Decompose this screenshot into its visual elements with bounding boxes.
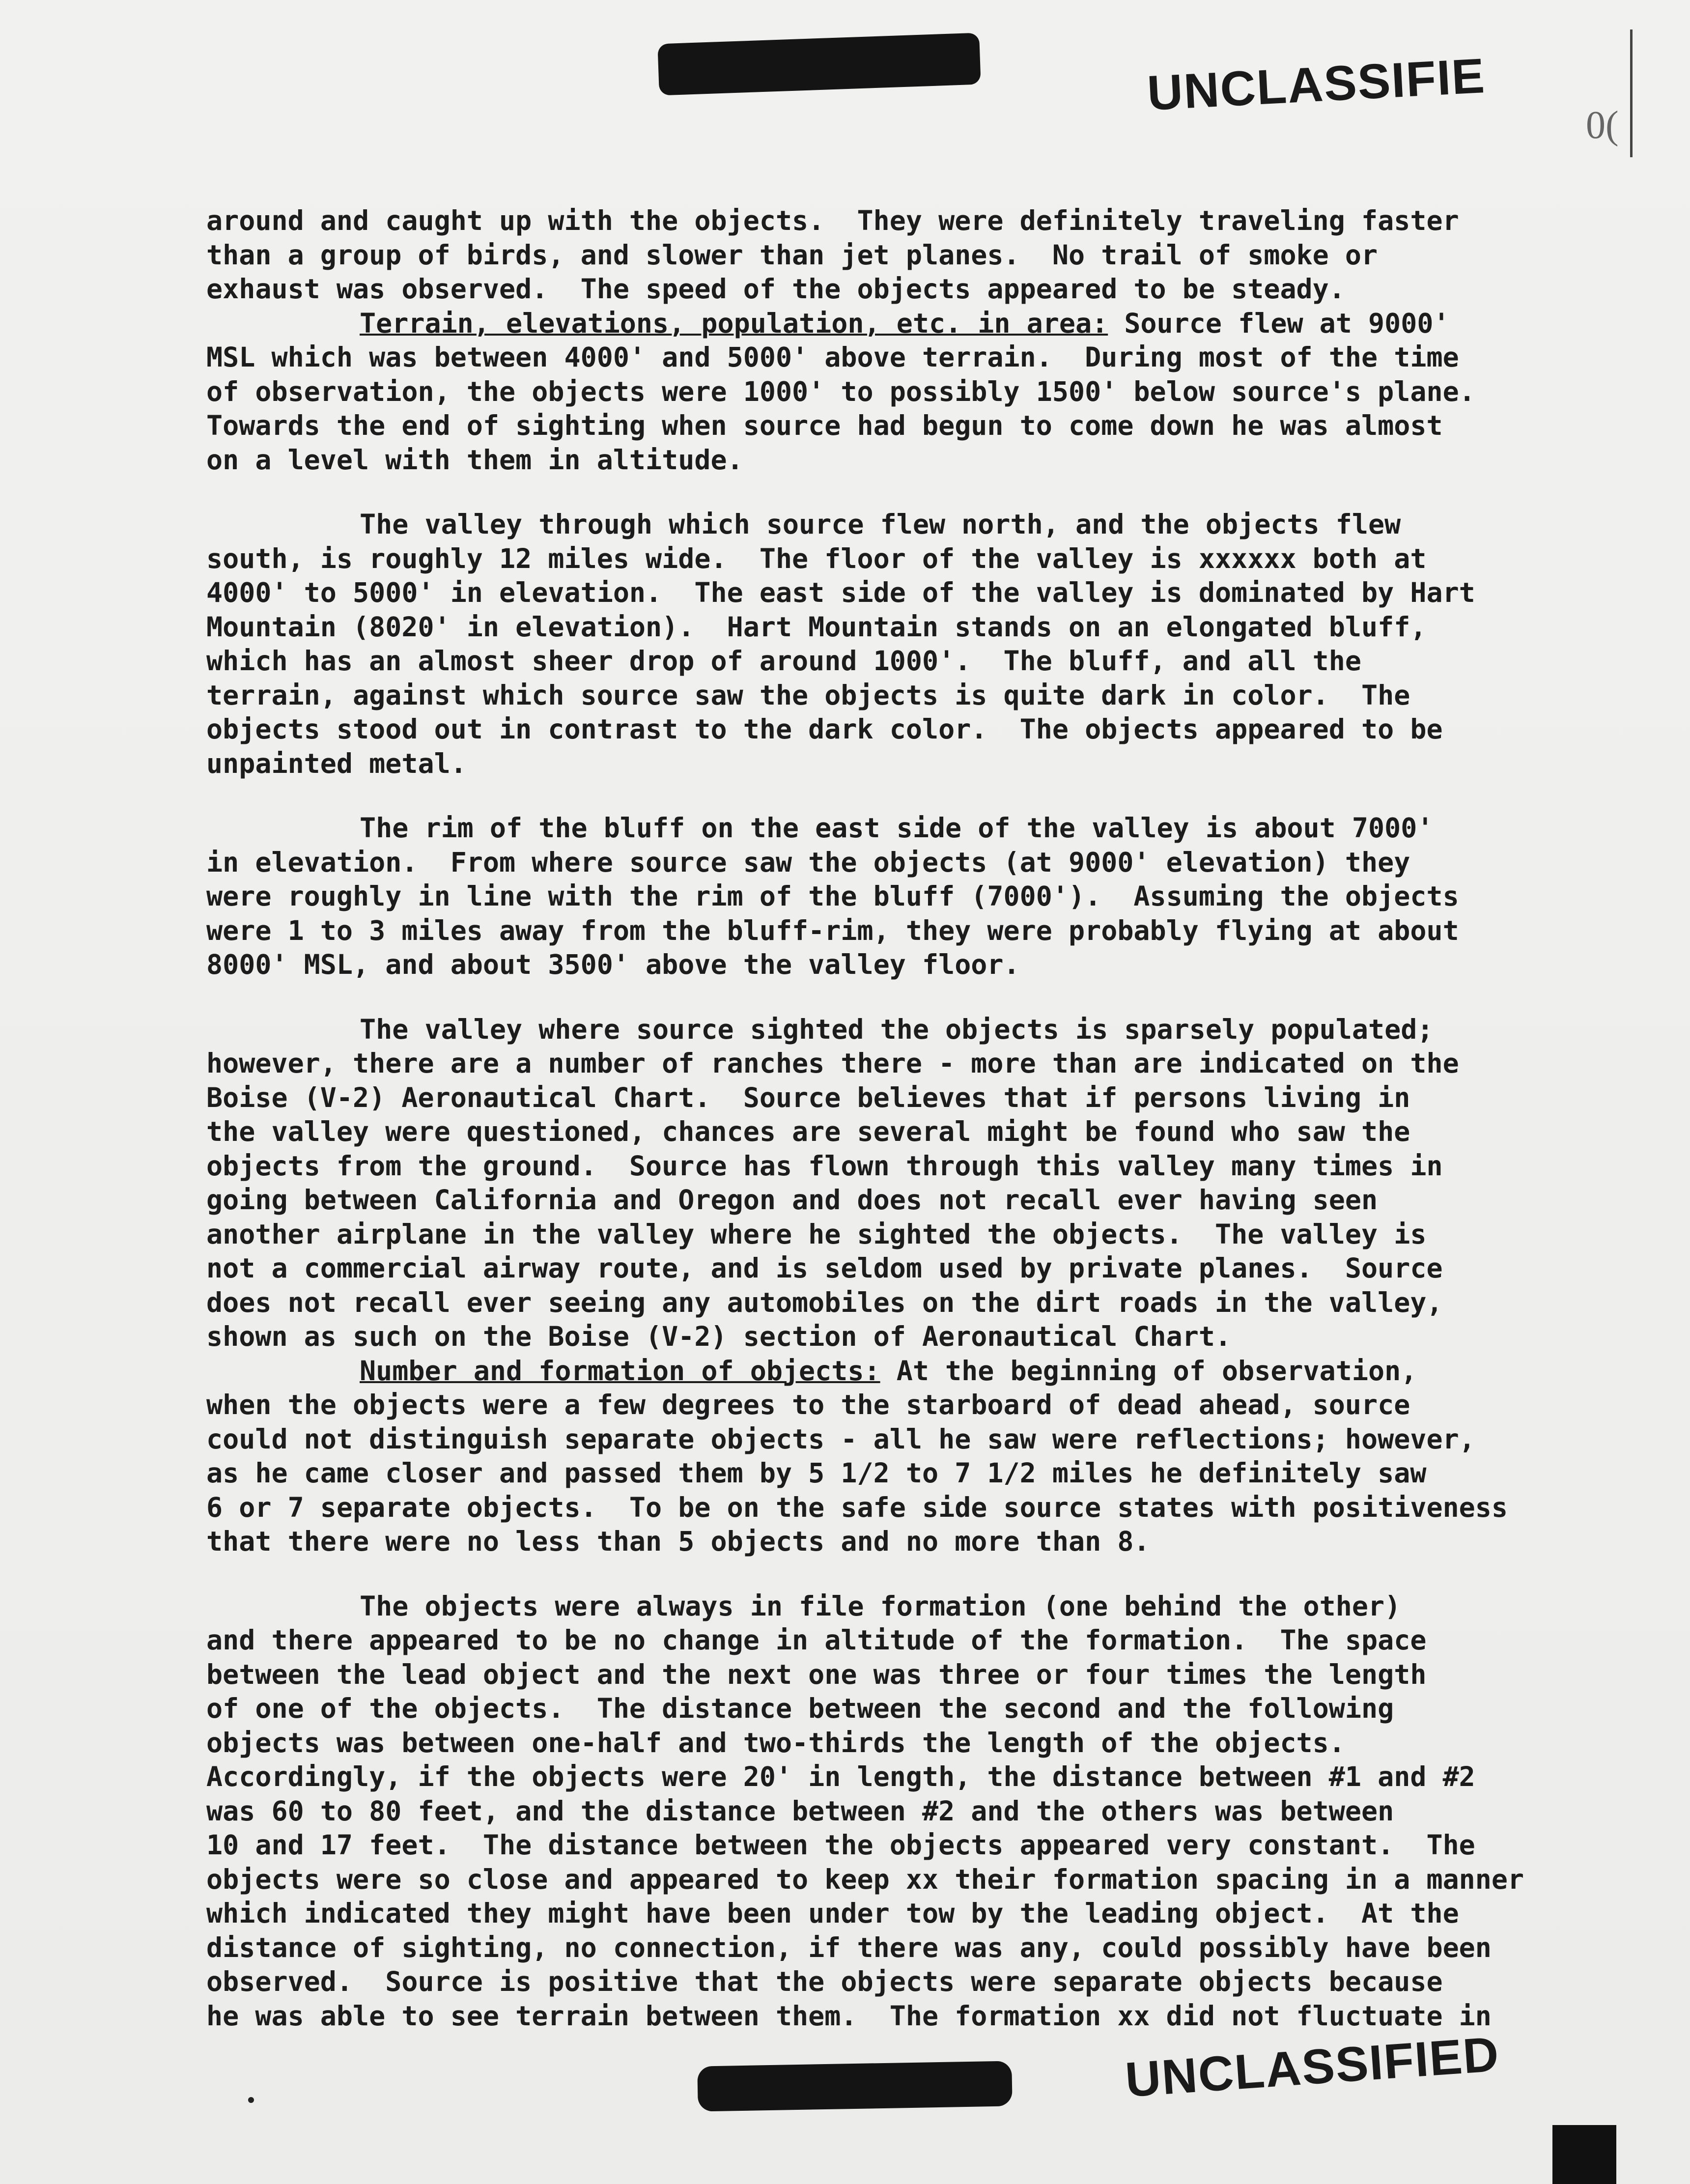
text-line	[206, 307, 1597, 341]
classification-stamp-top: UNCLASSIFIE	[1146, 48, 1487, 121]
corner-mark	[1552, 2125, 1616, 2184]
text-line: MSL which was between 4000' and 5000' above terrain. During most of the time	[206, 341, 1459, 373]
text-line: unpainted metal.	[206, 747, 467, 779]
text-line: he was able to see terrain between them. The formation xx did not fluctuate in	[206, 2000, 1492, 2032]
text-line: on a level with them in altitude.	[206, 444, 743, 476]
paragraph-speed	[206, 204, 1597, 307]
redaction-bar-top	[657, 33, 981, 96]
text-line: when the objects were a few degrees to the starboard of dead ahead, source	[206, 1389, 1410, 1420]
text-line: objects was between one-half and two-thirds the length of the objects.	[206, 1727, 1345, 1759]
paragraph-valley	[206, 508, 1597, 781]
text-line: shown as such on the Boise (V-2) section of Aeronautical Chart.	[206, 1321, 1232, 1352]
text-line: between the lead object and the next one was three or four times the length	[206, 1658, 1427, 1690]
paragraph-gap	[206, 781, 1597, 811]
section-heading-terrain: Terrain, elevations, population, etc. in area:	[360, 307, 1108, 339]
paragraph-terrain	[206, 307, 1597, 478]
text-line: 4000' to 5000' in elevation. The east side of the valley is dominated by Hart	[206, 577, 1475, 608]
text-line: observed. Source is positive that the objects were separate objects because	[206, 1966, 1443, 1997]
text-line: than a group of birds, and slower than jet planes. No trail of smoke or	[206, 239, 1378, 271]
text-line: terrain, against which source saw the objects is quite dark in color. The	[206, 679, 1410, 711]
text-line: objects stood out in contrast to the dark color. The objects appeared to be	[206, 713, 1443, 745]
text-line: The objects were always in file formation (one behind the other)	[360, 1590, 1401, 1622]
margin-dot	[248, 2097, 254, 2103]
text-line: however, there are a number of ranches there - more than are indicated on the	[206, 1048, 1459, 1079]
text-line: which indicated they might have been under tow by the leading object. At the	[206, 1898, 1459, 1929]
text-line: south, is roughly 12 miles wide. The floor of the valley is xxxxxx both at	[206, 542, 1427, 574]
margin-rule	[1630, 29, 1633, 157]
text-line: 6 or 7 separate objects. To be on the safe side source states with positiveness	[206, 1491, 1508, 1523]
text-segment: At the beginning of observation,	[880, 1355, 1417, 1387]
text-line: The rim of the bluff on the east side of the valley is about 7000'	[360, 812, 1434, 844]
text-line: 8000' MSL, and about 3500' above the valley floor.	[206, 949, 1020, 980]
text-line: Towards the end of sighting when source had begun to come down he was almost	[206, 410, 1443, 441]
paragraph-population	[206, 1013, 1597, 1354]
text-line: another airplane in the valley where he sighted the objects. The valley is	[206, 1218, 1427, 1250]
text-line: was 60 to 80 feet, and the distance between #2 and the others was between	[206, 1795, 1394, 1827]
paragraph-gap	[206, 477, 1597, 508]
text-line: distance of sighting, no connection, if there was any, could possibly have been	[206, 1931, 1492, 1963]
section-heading-number-formation: Number and formation of objects:	[360, 1355, 880, 1387]
text-line	[206, 1354, 1597, 1389]
text-line: The valley where source sighted the objects is sparsely populated;	[360, 1013, 1434, 1045]
text-line: as he came closer and passed them by 5 1/2 to 7 1/2 miles he definitely saw	[206, 1457, 1427, 1489]
text-line: 10 and 17 feet. The distance between the objects appeared very constant. The	[206, 1829, 1475, 1861]
text-line: were roughly in line with the rim of the bluff (7000'). Assuming the objects	[206, 880, 1459, 912]
text-line: Boise (V-2) Aeronautical Chart. Source believes that if persons living in	[206, 1081, 1410, 1113]
text-line: exhaust was observed. The speed of the objects appeared to be steady.	[206, 273, 1345, 305]
redaction-bar-bottom	[697, 2061, 1013, 2111]
text-line: objects from the ground. Source has flown through this valley many times in	[206, 1150, 1443, 1182]
paragraph-bluff-rim	[206, 811, 1597, 982]
paragraph-gap	[206, 982, 1597, 1013]
text-line: does not recall ever seeing any automobiles on the dirt roads in the valley,	[206, 1286, 1443, 1318]
text-line: going between California and Oregon and does not recall ever having seen	[206, 1184, 1378, 1216]
text-line: not a commercial airway route, and is seldom used by private planes. Source	[206, 1252, 1443, 1284]
text-line: the valley were questioned, chances are several might be found who saw the	[206, 1116, 1410, 1147]
page-mark: 0(	[1586, 104, 1619, 147]
text-line: Mountain (8020' in elevation). Hart Mountain stands on an elongated bluff,	[206, 611, 1427, 643]
text-line: The valley through which source flew north, and the objects flew	[360, 509, 1401, 540]
text-line: and there appeared to be no change in altitude of the formation. The space	[206, 1624, 1427, 1656]
paragraph-number-formation	[206, 1354, 1597, 1559]
document-body	[206, 204, 1597, 2033]
text-line: of one of the objects. The distance between the second and the following	[206, 1693, 1394, 1724]
text-line: Accordingly, if the objects were 20' in length, the distance between #1 and #2	[206, 1761, 1475, 1792]
text-line: objects were so close and appeared to keep xx their formation spacing in a manner	[206, 1863, 1524, 1895]
classification-stamp-bottom: UNCLASSIFIED	[1123, 2026, 1501, 2108]
text-line: in elevation. From where source saw the objects (at 9000' elevation) they	[206, 846, 1410, 878]
text-line: were 1 to 3 miles away from the bluff-rim, they were probably flying at about	[206, 914, 1459, 946]
paragraph-gap	[206, 1559, 1597, 1589]
text-line: which has an almost sheer drop of around 1000'. The bluff, and all the	[206, 645, 1362, 677]
text-line: of observation, the objects were 1000' to possibly 1500' below source's plane.	[206, 375, 1475, 407]
text-segment: Source flew at 9000'	[1108, 307, 1450, 339]
text-line: that there were no less than 5 objects and no more than 8.	[206, 1526, 1150, 1557]
paragraph-file-formation	[206, 1589, 1597, 2034]
text-line: around and caught up with the objects. They were definitely traveling faster	[206, 205, 1459, 236]
text-line: could not distinguish separate objects - all he saw were reflections; however,	[206, 1423, 1475, 1455]
